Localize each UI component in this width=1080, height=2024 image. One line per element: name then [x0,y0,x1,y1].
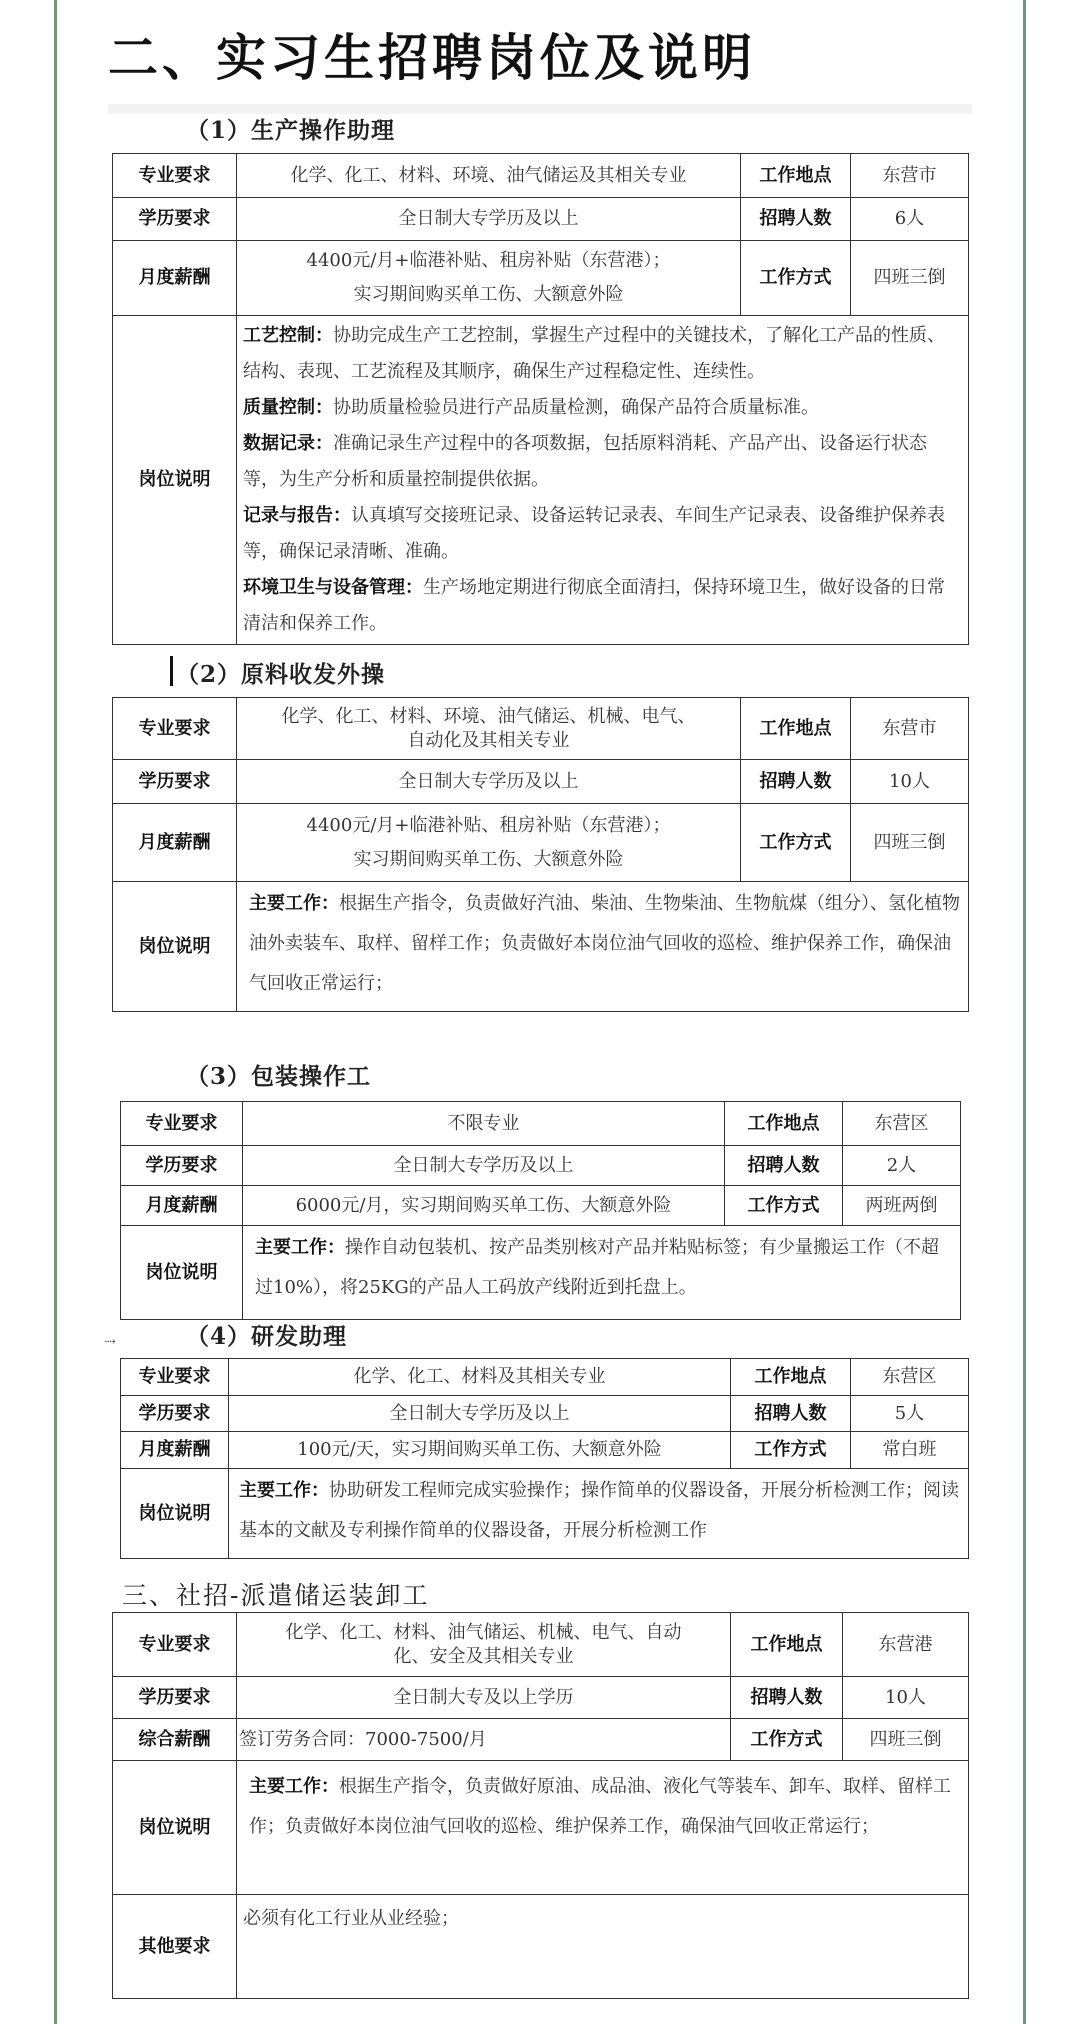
edu-value: 全日制大专学历及以上 [243,1146,725,1186]
salary-value: 100元/天，实习期间购买单工伤、大额意外险 [229,1432,731,1469]
salary-total-label: 综合薪酬 [113,1719,237,1761]
desc-label: 岗位说明 [113,316,237,645]
count-value: 5人 [851,1396,969,1432]
salary-label: 月度薪酬 [113,804,237,882]
desc-value [237,1761,969,1895]
position-4-table [120,1358,969,1559]
desc-text: 根据生产指令，负责做好原油、成品油、液化气等装车、卸车、取样、留样工作；负责做好本岗位油气回收的巡检、维护保养工作，确保油气回收正常运行； [249,1776,951,1837]
location-label: 工作地点 [731,1359,851,1396]
desc-label: 岗位说明 [113,1761,237,1895]
location-label: 工作地点 [725,1102,843,1146]
edu-value: 全日制大专学历及以上 [229,1396,731,1432]
edu-label: 学历要求 [121,1146,243,1186]
location-value: 东营区 [843,1102,961,1146]
desc-value [237,882,969,1012]
position-2-heading: （2）原料收发外操 [176,661,386,688]
location-value: 东营区 [851,1359,969,1396]
position-1-heading: （1）生产操作助理 [186,117,396,144]
mode-value: 四班三倒 [843,1719,969,1761]
edu-label: 学历要求 [121,1396,229,1432]
major-line-2: 自动化及其相关专业 [407,729,570,751]
major-value [237,698,741,760]
location-value: 东营港 [843,1613,969,1677]
right-border [1023,0,1026,2024]
major-value: 不限专业 [243,1102,725,1146]
left-border [54,0,57,2024]
count-label: 招聘人数 [741,760,851,804]
major-label: 专业要求 [113,1613,237,1677]
mode-label: 工作方式 [725,1186,843,1226]
count-value: 6人 [851,198,969,241]
major-label: 专业要求 [113,698,237,760]
position-2-table [112,697,969,1012]
desc-item: 工艺控制：协助完成生产工艺控制，掌握生产过程中的关键技术，了解化工产品的性质、结构、表现、工艺流程及其顺序，确保生产过程稳定性、连续性。 [243,325,945,382]
mode-label: 工作方式 [731,1719,843,1761]
count-label: 招聘人数 [731,1396,851,1432]
page-title: 二、实习生招聘岗位及说明 [108,29,756,87]
desc-item: 质量控制：协助质量检验员进行产品质量检测，确保产品符合质量标准。 [243,397,819,418]
desc-label: 岗位说明 [121,1226,243,1320]
desc-key: 主要工作： [239,1480,329,1501]
salary-line-2: 实习期间购买单工伤、大额意外险 [353,848,624,870]
location-label: 工作地点 [731,1613,843,1677]
desc-label: 岗位说明 [113,882,237,1012]
mode-value: 常白班 [851,1432,969,1469]
edu-label: 学历要求 [113,1677,237,1719]
mode-label: 工作方式 [741,241,851,316]
desc-text: 操作自动包装机、按产品类别核对产品并粘贴标签；有少量搬运工作（不超过10%），将25KG的产品人工码放产线附近到托盘上。 [255,1237,939,1298]
salary-line-1: 4400元/月+临港补贴、租房补贴（东营港）； [306,814,671,836]
mode-label: 工作方式 [741,804,851,882]
location-label: 工作地点 [741,698,851,760]
major-label: 专业要求 [121,1102,243,1146]
major-label: 专业要求 [121,1359,229,1396]
salary-line-1: 4400元/月+临港补贴、租房补贴（东营港）； [306,250,671,271]
other-value: 必须有化工行业从业经验； [237,1895,969,1999]
position-3-heading: （3）包装操作工 [186,1063,372,1090]
salary-value: 签订劳务合同：7000-7500/月 [237,1719,731,1761]
desc-key: 主要工作： [249,893,339,914]
location-value: 东营市 [851,698,969,760]
desc-item: 记录与报告：认真填写交接班记录、设备运转记录表、车间生产记录表、设备维护保养表等，确保记录清晰、准确。 [243,505,945,562]
edu-value: 全日制大专学历及以上 [237,760,741,804]
desc-text: 根据生产指令，负责做好汽油、柴油、生物柴油、生物航煤（组分）、氢化植物 油外卖装车、取样、留样工作；负责做好本岗位油气回收的巡检、维护保养工作，确保油气回收正常运行； [249,893,960,994]
salary-label: 月度薪酬 [113,241,237,316]
social-table [112,1612,969,1999]
edu-value: 全日制大专及以上学历 [237,1677,731,1719]
desc-item: 数据记录：准确记录生产过程中的各项数据，包括原料消耗、产品产出、设备运行状态等，为生产分析和质量控制提供依据。 [243,433,927,490]
arrow-icon: ⇢ [104,1334,116,1350]
major-value [237,1613,731,1677]
mode-value: 四班三倒 [851,241,969,316]
salary-line-2: 实习期间购买单工伤、大额意外险 [353,284,624,305]
major-line-2: 化、安全及其相关专业 [393,1645,574,1667]
major-value: 化学、化工、材料、环境、油气储运及其相关专业 [237,154,741,198]
location-value: 东营市 [851,154,969,198]
desc-value [243,1226,961,1320]
location-label: 工作地点 [741,154,851,198]
mode-label: 工作方式 [731,1432,851,1469]
salary-value [237,241,741,316]
desc-value [237,316,969,645]
major-value: 化学、化工、材料及其相关专业 [229,1359,731,1396]
count-value: 10人 [843,1677,969,1719]
desc-item: 环境卫生与设备管理：生产场地定期进行彻底全面清扫，保持环境卫生，做好设备的日常清洁和保养工作。 [243,577,945,634]
position-3-table [120,1101,961,1320]
edu-label: 学历要求 [113,760,237,804]
count-value: 2人 [843,1146,961,1186]
count-value: 10人 [851,760,969,804]
mode-value: 四班三倒 [851,804,969,882]
position-1-table [112,153,969,645]
edu-value: 全日制大专学历及以上 [237,198,741,241]
count-label: 招聘人数 [741,198,851,241]
desc-text: 协助研发工程师完成实验操作；操作简单的仪器设备，开展分析检测工作；阅读基本的文献及专利操作简单的仪器设备，开展分析检测工作 [239,1480,959,1541]
major-line-1: 化学、化工、材料、环境、油气储运、机械、电气、 [281,706,696,728]
desc-key: 主要工作： [249,1776,339,1797]
salary-value: 6000元/月，实习期间购买单工伤、大额意外险 [243,1186,725,1226]
salary-label: 月度薪酬 [121,1186,243,1226]
desc-key: 主要工作： [255,1237,345,1258]
text-cursor [170,656,173,686]
edu-label: 学历要求 [113,198,237,241]
desc-label: 岗位说明 [121,1469,229,1559]
desc-value [229,1469,969,1559]
major-label: 专业要求 [113,154,237,198]
salary-value [237,804,741,882]
other-label: 其他要求 [113,1895,237,1999]
salary-label: 月度薪酬 [121,1432,229,1469]
major-line-1: 化学、化工、材料、油气储运、机械、电气、自动 [285,1622,682,1644]
count-label: 招聘人数 [725,1146,843,1186]
count-label: 招聘人数 [731,1677,843,1719]
mode-value: 两班两倒 [843,1186,961,1226]
position-4-heading: （4）研发助理 [186,1323,348,1350]
social-heading: 三、社招-派遣储运装卸工 [122,1581,430,1610]
